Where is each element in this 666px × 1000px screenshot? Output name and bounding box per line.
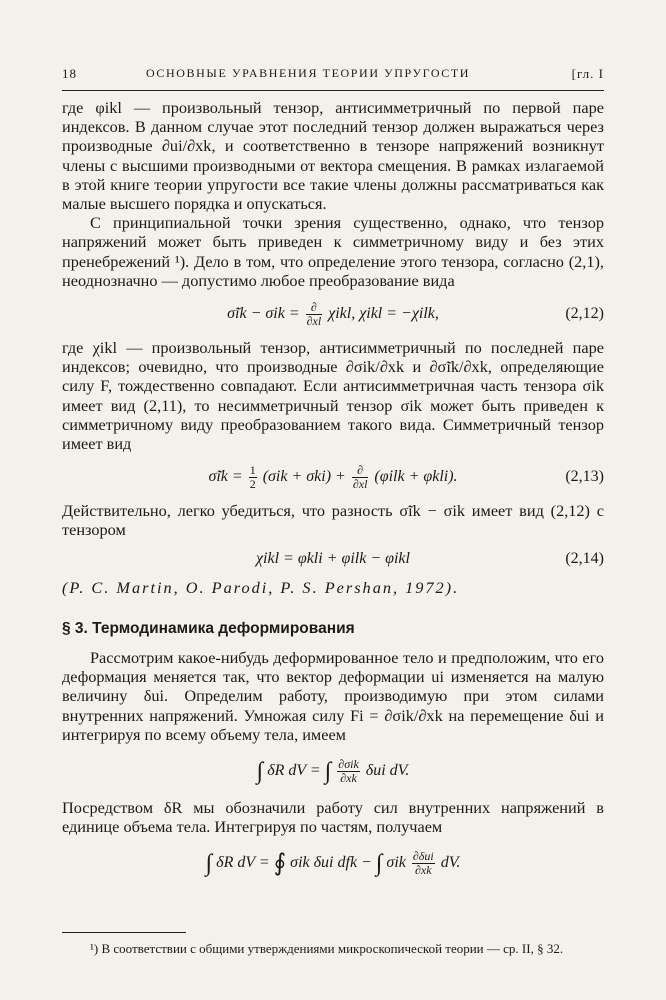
eq16-fraction	[412, 850, 435, 877]
eq12-frac-den: ∂xl	[306, 313, 322, 328]
equation-2-12-formula	[62, 294, 604, 334]
eq13-frac2-num: ∂	[352, 464, 369, 478]
paragraph-2: С принципиальной точки зрения существенно, однако, что тензор напряжений может быть приведен к симметричному виду и без этих пренебрежений ¹). Дело в том, что определение этого тензора, согласно (2,1), неоднозначно — допустимо любое преобразование вида	[62, 213, 604, 290]
paragraph-1: где φikl — произвольный тензор, антисимметричный по первой паре индексов. В данном случае этот последний тензор должен выражаться через производные ∂ui/∂xk, и соответственно в тензоре напряжений возникнут члены с высшими производными от вектора смещения. В рамках излагаемой в этой книге теории упругости все такие члены должны рассматриваться как малые высшего порядка и опускаться.	[62, 98, 604, 214]
section-heading: § 3. Термодинамика деформирования	[62, 619, 355, 637]
equation-2-13	[62, 457, 604, 497]
integral-sign: ∫	[324, 758, 332, 785]
eq12-rhs: χikl, χikl = −χilk,	[328, 305, 439, 323]
equation-2-14-formula: χikl = φkli + φilk − φikl	[256, 549, 410, 567]
eq12-fraction	[306, 301, 323, 328]
page-number: 18	[62, 66, 77, 81]
header-rule	[62, 90, 604, 91]
running-title: ОСНОВНЫЕ УРАВНЕНИЯ ТЕОРИИ УПРУГОСТИ	[146, 66, 471, 80]
equation-number: (2,13)	[565, 468, 604, 486]
eq13-frac2-den: ∂xl	[352, 477, 368, 492]
footnote: ¹) В соответствии с общими утверждениями микроскопической теории — ср. II, § 32.	[90, 941, 564, 956]
eq16-frac-den: ∂xk	[414, 863, 432, 878]
eq13-mid: (σik + σki) +	[262, 468, 346, 486]
eq13-fraction-1	[249, 464, 257, 491]
equation-2-12	[62, 294, 604, 334]
eq13-rhs: (φilk + φkli).	[374, 468, 458, 486]
citation: (P. C. Martin, O. Parodi, P. S. Pershan, 1972).	[62, 577, 460, 597]
paragraph-5: Рассмотрим какое-нибудь деформированное тело и предположим, что его деформация меняется так, что вектор деформации ui изменяется на малую величину δui. Определим работу, производимую при этом силами внутренних напряжений. Умножая силу Fi = ∂σik/∂xk на перемещение δui и интегрируя по всему объему тела, имеем	[62, 648, 604, 744]
equation-number: (2,12)	[565, 305, 604, 323]
integral-sign: ∫	[375, 850, 383, 877]
eq15-frac-den: ∂xk	[340, 770, 357, 785]
eq15-rhs: δui dV.	[365, 762, 410, 780]
paragraph-4: Действительно, легко убедиться, что разность σ̃ik − σik имеет вид (2,12) с тензором	[62, 501, 604, 540]
eq15-fraction	[337, 758, 360, 785]
eq16-rhs: dV.	[440, 854, 461, 872]
equation-by-parts	[62, 840, 604, 886]
eq13-fraction-2	[352, 464, 369, 491]
eq16-mid: σik δui dfk −	[290, 854, 372, 872]
paragraph-3: где χikl — произвольный тензор, антисимметричный по последней паре индексов; очевидно, что производные ∂σik/∂xk и ∂σ̃ik/∂xk, определяющие силу F, тождественно совпадают. Если антисимметричная часть тензора σik имеет вид (2,11), то несимметричный тензор σik может быть приведен к симметричному виду преобразованием такого вида. Симметричный тензор имеет вид	[62, 338, 604, 454]
eq12-frac-num: ∂	[306, 301, 323, 315]
equation-work	[62, 748, 604, 794]
chapter-label: [гл. I	[571, 66, 604, 81]
equation-number: (2,14)	[565, 549, 604, 567]
eq13-frac1-den: 2	[249, 477, 256, 492]
integral-sign: ∫	[256, 758, 264, 785]
eq16-lhs: δR dV =	[216, 854, 270, 872]
equation-2-13-formula	[62, 457, 604, 497]
eq16-frac-num: ∂δui	[412, 849, 434, 864]
integral-sign: ∫	[205, 850, 213, 877]
eq13-lhs: σ̃ik =	[208, 468, 243, 486]
eq15-lhs: δR dV =	[267, 762, 321, 780]
equation-by-parts-formula	[62, 840, 604, 886]
footnote-rule	[62, 932, 186, 933]
paragraph-6: Посредством δR мы обозначили работу сил внутренних напряжений в единице объема тела. Интегрируя по частям, получаем	[62, 798, 604, 837]
eq16-mid2: σik	[386, 854, 406, 872]
contour-integral-sign: ∮	[273, 850, 287, 877]
equation-work-formula	[62, 748, 604, 794]
equation-2-14	[62, 544, 604, 574]
eq15-frac-num: ∂σik	[338, 756, 359, 771]
page-body	[62, 98, 604, 890]
eq13-frac1-num: 1	[249, 463, 256, 478]
eq12-lhs: σ̃ik − σik =	[227, 305, 300, 323]
